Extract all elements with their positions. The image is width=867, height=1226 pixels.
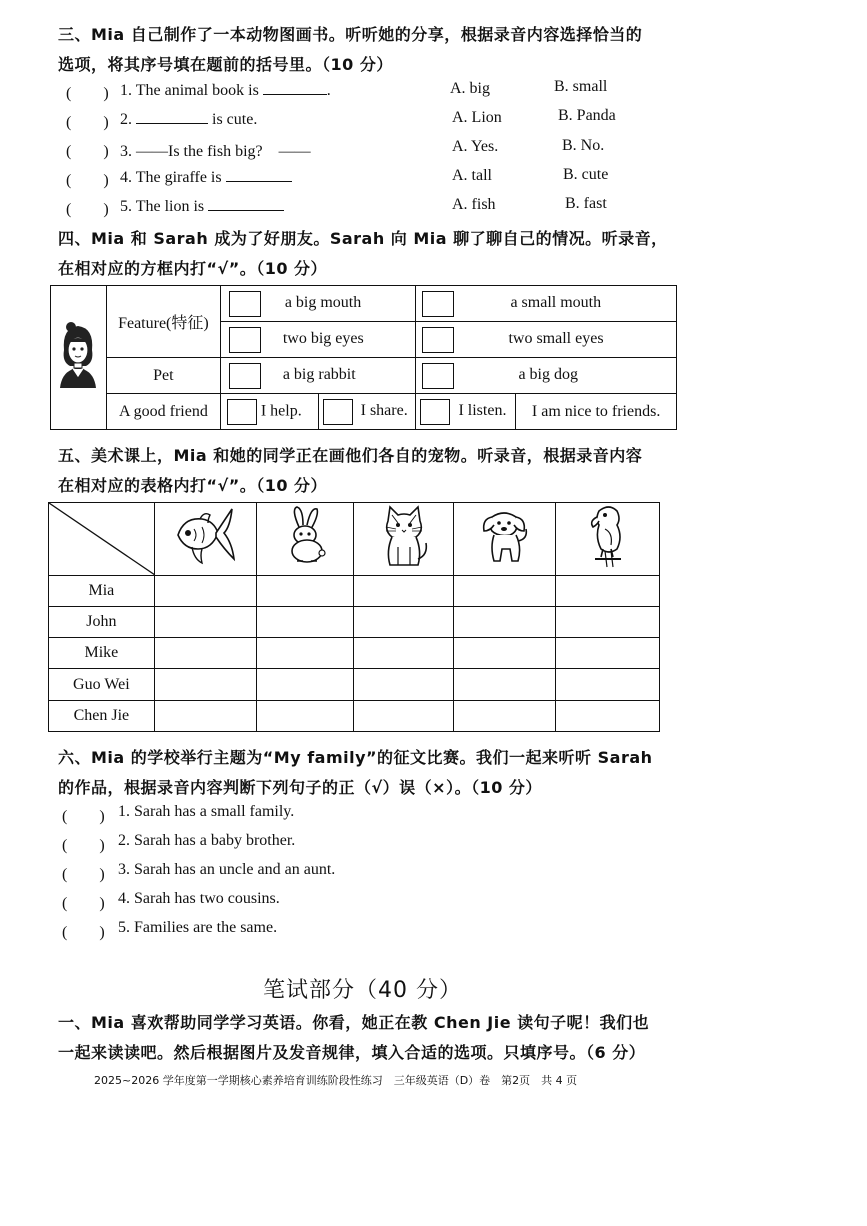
option-a: A. tall bbox=[452, 167, 492, 184]
check-cell[interactable] bbox=[454, 638, 556, 669]
big-mouth-label: a big mouth bbox=[284, 294, 362, 312]
fish-icon bbox=[172, 505, 238, 567]
rabbit-icon bbox=[277, 505, 333, 567]
small-eyes-cell bbox=[416, 322, 677, 358]
girl-portrait-cell bbox=[51, 286, 107, 430]
question-3: 3. ——Is the fish big? —— bbox=[120, 143, 311, 160]
answer-paren[interactable]: ( ) bbox=[66, 143, 109, 160]
option-b: B. Panda bbox=[558, 107, 616, 124]
girl-portrait-icon bbox=[56, 320, 100, 390]
pet-drawing-table bbox=[48, 502, 660, 732]
sec4-title-line1: 四、Mia 和 Sarah 成为了好朋友。Sarah 向 Mia 聊了聊自己的情况。听录音， bbox=[58, 229, 668, 248]
statement-4: 4. Sarah has two cousins. bbox=[118, 890, 280, 907]
i-share-label: I share. bbox=[360, 402, 408, 420]
option-a: A. big bbox=[450, 80, 490, 97]
written-q1-line1: 一、Mia 喜欢帮助同学学习英语。你看，她正在教 Chen Jie 读句子呢！我们也 bbox=[58, 1013, 650, 1032]
sec5-title-line2: 在相对应的表格内打“√”。（10 分） bbox=[58, 476, 328, 495]
small-eyes-label: two small eyes bbox=[508, 330, 604, 348]
check-cell[interactable] bbox=[454, 575, 556, 606]
big-dog-cell bbox=[416, 358, 677, 394]
diagonal-line bbox=[49, 503, 155, 575]
check-cell[interactable] bbox=[354, 575, 454, 606]
big-rabbit-cell bbox=[220, 358, 416, 394]
check-cell[interactable] bbox=[454, 669, 556, 700]
big-dog-label: a big dog bbox=[518, 366, 578, 384]
page-footer: 2025~2026 学年度第一学期核心素养培育训练阶段性练习 三年级英语（D）卷 第2页 共 4 页 bbox=[94, 1074, 578, 1087]
check-cell[interactable] bbox=[256, 606, 354, 637]
check-cell[interactable] bbox=[354, 700, 454, 731]
sec4-title-line2: 在相对应的方框内打“√”。（10 分） bbox=[58, 259, 328, 278]
answer-paren[interactable]: ( ) bbox=[62, 895, 105, 912]
small-mouth-label: a small mouth bbox=[510, 294, 602, 312]
checkbox-i-share[interactable] bbox=[323, 399, 353, 425]
option-b: B. cute bbox=[563, 166, 609, 183]
option-b: B. fast bbox=[565, 195, 607, 212]
answer-paren[interactable]: ( ) bbox=[62, 808, 105, 825]
question-5: 5. The lion is bbox=[120, 196, 284, 216]
sec3-title-line1: 三、Mia 自己制作了一本动物图画书。听听她的分享，根据录音内容选择恰当的 bbox=[58, 25, 643, 44]
written-part-title: 笔试部分（40 分） bbox=[263, 978, 462, 1003]
option-a: A. Yes. bbox=[452, 138, 499, 155]
check-cell[interactable] bbox=[256, 700, 354, 731]
question-1: 1. The animal book is . bbox=[120, 82, 331, 99]
big-mouth-cell bbox=[220, 286, 416, 322]
i-help-label: I help. bbox=[260, 402, 302, 420]
dog-icon bbox=[474, 505, 536, 567]
checkbox-small-eyes[interactable] bbox=[422, 327, 454, 353]
student-name: Guo Wei bbox=[49, 669, 155, 700]
answer-paren[interactable]: ( ) bbox=[66, 201, 109, 218]
big-eyes-label: two big eyes bbox=[282, 330, 364, 348]
question-4: 4. The giraffe is bbox=[120, 167, 292, 187]
sarah-feature-table bbox=[50, 285, 677, 430]
small-mouth-cell bbox=[416, 286, 677, 322]
check-cell[interactable] bbox=[154, 700, 256, 731]
answer-paren[interactable]: ( ) bbox=[66, 85, 109, 102]
sec6-title-line2: 的作品，根据录音内容判断下列句子的正（√）误（×）。（10 分） bbox=[58, 778, 542, 797]
fish-header bbox=[154, 503, 256, 576]
check-cell[interactable] bbox=[556, 606, 660, 637]
student-name: Chen Jie bbox=[49, 700, 155, 731]
statement-3: 3. Sarah has an uncle and an aunt. bbox=[118, 861, 336, 878]
check-cell[interactable] bbox=[556, 700, 660, 731]
student-name: John bbox=[49, 606, 155, 637]
statement-2: 2. Sarah has a baby brother. bbox=[118, 832, 296, 849]
check-cell[interactable] bbox=[354, 638, 454, 669]
bird-icon bbox=[583, 503, 633, 569]
checkbox-small-mouth[interactable] bbox=[422, 291, 454, 317]
big-rabbit-label: a big rabbit bbox=[282, 366, 356, 384]
student-name: Mike bbox=[49, 638, 155, 669]
check-cell[interactable] bbox=[354, 669, 454, 700]
option-b: B. No. bbox=[562, 137, 605, 154]
i-help-cell bbox=[220, 394, 318, 430]
nice-to-friends-label: I am nice to friends. bbox=[516, 394, 677, 430]
answer-paren[interactable]: ( ) bbox=[66, 172, 109, 189]
check-cell[interactable] bbox=[154, 606, 256, 637]
corner-cell bbox=[49, 503, 155, 576]
i-share-cell bbox=[318, 394, 416, 430]
check-cell[interactable] bbox=[454, 700, 556, 731]
checkbox-big-mouth[interactable] bbox=[229, 291, 261, 317]
answer-paren[interactable]: ( ) bbox=[62, 837, 105, 854]
check-cell[interactable] bbox=[154, 575, 256, 606]
i-listen-label: I listen. bbox=[458, 402, 507, 420]
statement-5: 5. Families are the same. bbox=[118, 919, 278, 936]
answer-paren[interactable]: ( ) bbox=[66, 114, 109, 131]
checkbox-i-help[interactable] bbox=[227, 399, 257, 425]
check-cell[interactable] bbox=[256, 669, 354, 700]
checkbox-big-rabbit[interactable] bbox=[229, 363, 261, 389]
check-cell[interactable] bbox=[454, 606, 556, 637]
option-b: B. small bbox=[554, 78, 608, 95]
answer-blank[interactable] bbox=[263, 80, 327, 95]
big-eyes-cell bbox=[220, 322, 416, 358]
question-2: 2. is cute. bbox=[120, 111, 258, 128]
sec6-title-line1: 六、Mia 的学校举行主题为“My family”的征文比赛。我们一起来听听 Sarah bbox=[58, 748, 653, 767]
feature-label: Feature(特征) bbox=[106, 286, 220, 358]
dog-header bbox=[454, 503, 556, 576]
checkbox-i-listen[interactable] bbox=[420, 399, 450, 425]
cat-header bbox=[354, 503, 454, 576]
written-q1-line2: 一起来读读吧。然后根据图片及发音规律，填入合适的选项。只填序号。（6 分） bbox=[58, 1043, 646, 1062]
pet-label: Pet bbox=[106, 358, 220, 394]
cat-icon bbox=[376, 503, 432, 569]
answer-paren[interactable]: ( ) bbox=[62, 866, 105, 883]
check-cell[interactable] bbox=[154, 669, 256, 700]
good-friend-label: A good friend bbox=[106, 394, 220, 430]
check-cell[interactable] bbox=[256, 575, 354, 606]
rabbit-header bbox=[256, 503, 354, 576]
answer-paren[interactable]: ( ) bbox=[62, 924, 105, 941]
check-cell[interactable] bbox=[556, 575, 660, 606]
student-name: Mia bbox=[49, 575, 155, 606]
checkbox-big-eyes[interactable] bbox=[229, 327, 261, 353]
check-cell[interactable] bbox=[256, 638, 354, 669]
check-cell[interactable] bbox=[556, 638, 660, 669]
check-cell[interactable] bbox=[154, 638, 256, 669]
answer-blank[interactable] bbox=[226, 167, 292, 182]
sec6-statement-list bbox=[58, 803, 558, 943]
checkbox-big-dog[interactable] bbox=[422, 363, 454, 389]
answer-blank[interactable] bbox=[136, 109, 208, 124]
statement-1: 1. Sarah has a small family. bbox=[118, 803, 295, 820]
option-a: A. fish bbox=[452, 196, 496, 213]
answer-blank[interactable] bbox=[208, 196, 284, 211]
check-cell[interactable] bbox=[556, 669, 660, 700]
option-a: A. Lion bbox=[452, 109, 502, 126]
sec3-title-line2: 选项，将其序号填在题前的括号里。（10 分） bbox=[58, 55, 393, 74]
sec5-title-line1: 五、美术课上，Mia 和她的同学正在画他们各自的宠物。听录音，根据录音内容 bbox=[58, 446, 643, 465]
check-cell[interactable] bbox=[354, 606, 454, 637]
i-listen-cell bbox=[416, 394, 516, 430]
bird-header bbox=[556, 503, 660, 576]
